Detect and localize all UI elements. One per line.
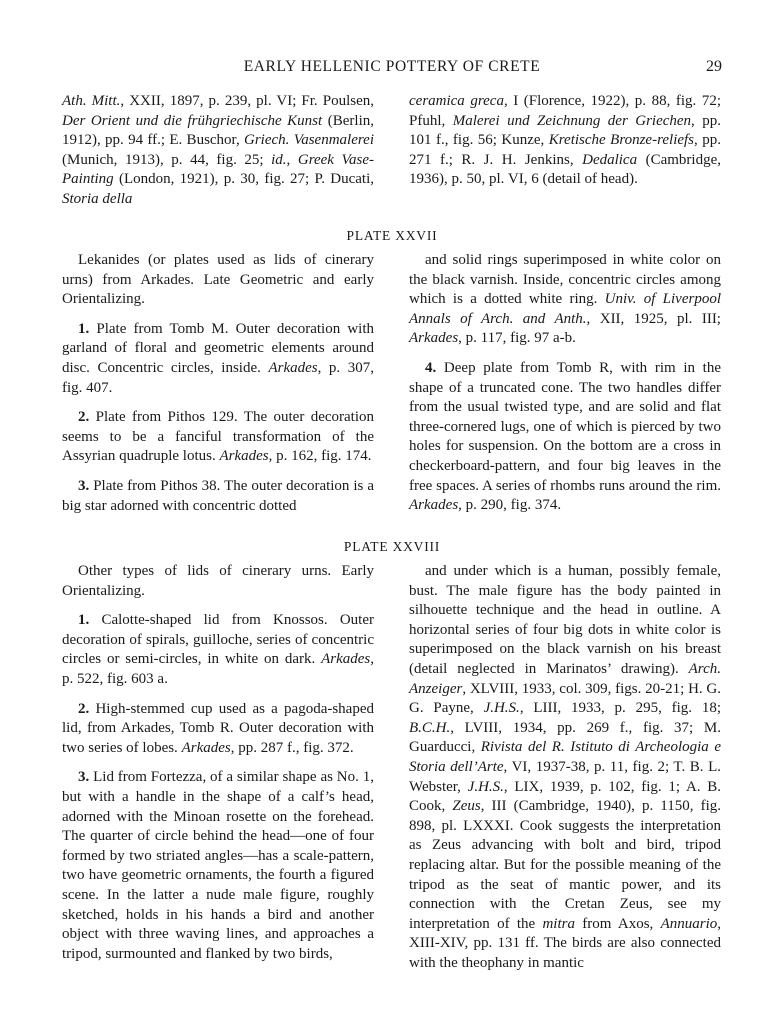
italic-text: J.H.S. <box>483 700 520 717</box>
text-run: , XII, 1925, pl. III; <box>586 310 721 327</box>
italic-text: Der Orient und die frühgriechische Kunst <box>62 112 323 129</box>
top-left-column <box>62 92 374 210</box>
intro-paragraph <box>409 562 721 973</box>
italic-text: Arkades <box>409 330 459 347</box>
plate-27-left-column <box>62 251 374 516</box>
text-run: , III (Cambridge, 1940), p. 1150, fig. 898, pl. LXXXI. Cook suggests the interpretation as Zeus advancing with bolt and bird, tripod replacing altar. But for the possible meaning of the tripod as the seat of mantic power, and its connection with the Cretan Zeus, see my interpretation of the <box>409 798 721 932</box>
italic-text: id. <box>271 151 287 168</box>
numbered-entry <box>62 700 374 759</box>
numbered-entry <box>409 359 721 516</box>
entry-number: 3. <box>78 769 90 786</box>
italic-text: Arkades <box>321 651 371 668</box>
text-run: from Axos, <box>574 915 661 932</box>
text-run: (London, 1921), p. 30, fig. 27; P. Ducati, <box>113 171 374 188</box>
text-run: , LIII, 1933, p. 295, fig. 18; <box>519 700 721 717</box>
numbered-entry <box>62 611 374 689</box>
italic-text: Ath. Mitt. <box>62 93 121 109</box>
text-run: , <box>286 151 298 168</box>
numbered-entry <box>62 408 374 467</box>
text-run: Calotte-shaped lid from Knossos. Outer decoration of spirals, guilloche, series of concentric circles or semi-circles, in white on dark. <box>62 612 374 668</box>
plate-28-left-column <box>62 562 374 964</box>
text-run: Plate from Pithos 129. The outer decoration seems to be a fanciful transformation of the Assyrian quadruple lotus. <box>62 409 374 465</box>
italic-text: Arch. Anzeiger <box>409 660 721 697</box>
entry-number: 1. <box>78 612 90 629</box>
intro-paragraph <box>409 251 721 349</box>
text-run: Lid from Fortezza, of a similar shape as No. 1, but with a handle in the shape of a calf’s head, adorned with the Minoan rosette on the forehead. The quarter of circle behind the head—one of four formed by two striated angles—has a scale-pattern, two have geometric ornaments, the fourth a figured scene. In the latter a nude male figure, roughly sketched, holds in his hands a bird and another object with three waving lines, and approaches a tripod, surmounted and flanked by two birds, <box>62 769 374 962</box>
running-title: EARLY HELLENIC POTTERY OF CRETE <box>243 58 541 75</box>
text-run: Plate from Pithos 38. The outer decoration is a big star adorned with concentric dotted <box>62 477 374 514</box>
italic-text: Arkades <box>219 448 269 465</box>
text-run: and under which is a human, possibly female, bust. The male figure has the body painted in silhouette technique and the head in outline. A horizontal series of four big dots in white color is superimposed on the black varnish on his breast (detail neglected in Marinatos’ drawing). <box>409 563 721 677</box>
text-run: , p. 522, fig. 603 a. <box>62 651 374 687</box>
text-run: , LIX, 1939, p. 102, fig. 1; A. B. Cook, <box>409 778 722 815</box>
text-run: , LVIII, 1934, pp. 269 f., fig. 37; M. Guarducci, <box>409 719 721 756</box>
text-run: , XXII, 1897, p. 239, pl. VI; Fr. Poulsen, <box>120 93 375 109</box>
italic-text: ceramica greca <box>409 93 504 109</box>
italic-text: Griech. Vasenmalerei <box>244 132 374 149</box>
plate-27-heading: PLATE XXVII <box>346 228 438 243</box>
italic-text: Arkades <box>181 739 231 756</box>
text-run: , pp. 271 f.; R. J. H. Jenkins, <box>409 132 721 168</box>
plate-28-heading: PLATE XXVIII <box>343 539 441 554</box>
text-run: , p. 162, fig. 174. <box>268 448 372 465</box>
italic-text: Dedalica <box>582 151 638 168</box>
text-run: Lekanides (or plates used as lids of cinerary urns) from Arkades. Late Geometric and early Orientalizing. <box>62 252 374 308</box>
entry-number: 4. <box>425 359 437 376</box>
italic-text: B.C.H. <box>409 719 451 736</box>
italic-text: Kretische Bronze-reliefs <box>548 132 695 149</box>
text-run: (Munich, 1913), p. 44, fig. 25; <box>62 151 272 168</box>
text-run: , pp. 287 f., fig. 372. <box>230 739 354 756</box>
text-run: , p. 307, fig. 407. <box>62 359 374 396</box>
italic-text: Rivista del R. Istituto di Archeologia e Storia dell’Arte <box>409 739 721 775</box>
text-run: Deep plate from Tomb R, with rim in the shape of a truncated cone. The two handles differ from the usual twisted type, and are solid and flat three-cornered lugs, one of which is pierced by two holes for suspension. On the bottom are a cross in checkerboard-pattern, and four big leaves in the free spaces. A series of rhombs runs around the rim. <box>409 359 721 494</box>
italic-text: Storia della <box>62 190 133 207</box>
italic-text: Malerei und Zeichnung der Griechen <box>452 112 692 129</box>
top-right-paragraph <box>409 92 721 190</box>
text-run: , p. 290, fig. 374. <box>458 497 562 514</box>
italic-text: Zeus <box>452 798 481 815</box>
numbered-entry <box>62 477 374 516</box>
entry-number: 3. <box>78 477 90 494</box>
text-run: Plate from Tomb M. Outer decoration with garland of floral and geometric elements around disc. Concentric circles, inside. <box>62 320 374 376</box>
entry-number: 2. <box>78 700 90 717</box>
italic-text: Greek Vase-Painting <box>62 151 375 188</box>
numbered-entry <box>62 768 374 964</box>
text-run: , I (Florence, 1922), p. 88, fig. 72; Pfuhl, <box>409 93 721 129</box>
text-run: , XLVIII, 1933, col. 309, figs. 20-21; H. G. G. Payne, <box>409 680 721 717</box>
running-header <box>62 58 722 80</box>
italic-text: Univ. of Liverpool Annals of Arch. and Anth. <box>409 291 721 327</box>
intro-paragraph <box>62 251 374 310</box>
plate-28-right-column <box>409 562 721 973</box>
text-run: , pp. 101 f., fig. 56; Kunze, <box>409 112 721 149</box>
top-left-paragraph <box>62 92 374 210</box>
text-run: Other types of lids of cinerary urns. Early Orientalizing. <box>62 563 374 599</box>
italic-text: Arkades <box>268 359 318 376</box>
text-run: High-stemmed cup used as a pagoda-shaped lid, from Arkades, Tomb R. Outer decoration with two series of lobes. <box>62 700 374 756</box>
text-run: , p. 117, fig. 97 a-b. <box>458 330 576 347</box>
text-run: and solid rings superimposed in white color on the black varnish. Inside, concentric circles among which is a dotted white ring. <box>409 252 721 308</box>
text-run: (Cambridge, 1936), p. 50, pl. VI, 6 (detail of head). <box>409 151 721 188</box>
italic-text: J.H.S. <box>467 778 504 795</box>
italic-text: Annuario <box>660 915 718 932</box>
italic-text: mitra <box>542 915 575 932</box>
italic-text: Arkades <box>409 497 459 514</box>
top-right-column <box>409 92 721 190</box>
numbered-entry <box>62 320 374 398</box>
intro-paragraph <box>62 562 374 601</box>
entry-number: 1. <box>78 320 90 337</box>
page-number: 29 <box>706 58 722 75</box>
entry-number: 2. <box>78 409 90 426</box>
text-run: , XIII-XIV, pp. 131 ff. The birds are also connected with the theophany in mantic <box>409 915 721 971</box>
text-run: (Berlin, 1912), pp. 94 ff.; E. Buschor, <box>62 112 374 149</box>
text-run: , VI, 1937-38, p. 11, fig. 2; T. B. L. Webster, <box>409 758 721 795</box>
plate-27-right-column <box>409 251 721 516</box>
